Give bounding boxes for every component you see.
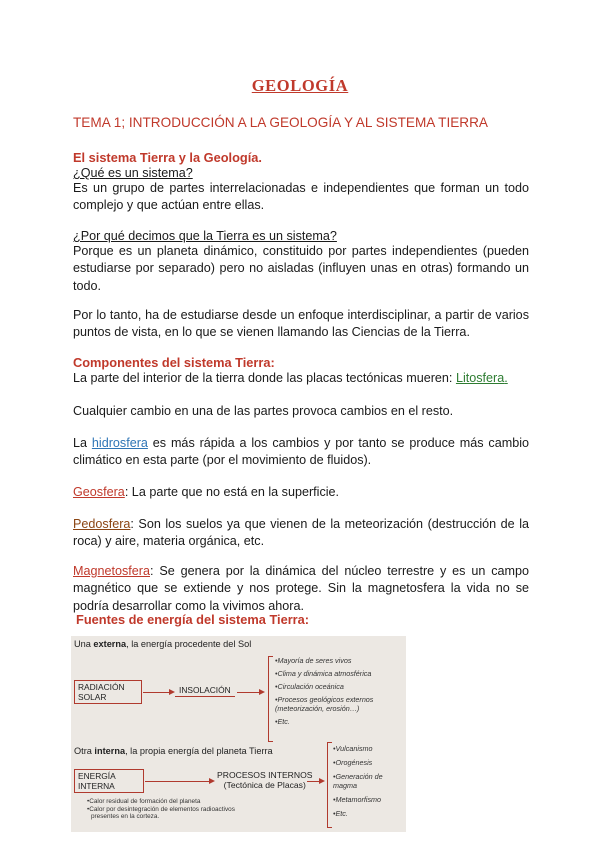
interna-bold: interna (94, 746, 126, 756)
answer-que-es-sistema: Es un grupo de partes interrelacionadas e independientes que forman un todo complejo y que actúan entre ellas. (73, 181, 529, 213)
hidrosfera-text: es más rápida a los cambios y por tanto se produce más cambio climático en esta parte (por el movimiento de fluidos). (73, 436, 530, 468)
ext-item-3: •Circulación oceánica (275, 682, 344, 691)
int-item-3: •Generación de (333, 772, 383, 781)
geosfera-text: : La parte que no está en la superficie. (124, 485, 340, 499)
energy-sources-figure (71, 636, 406, 832)
externa-post: , la energía procedente del Sol (126, 639, 252, 649)
calor-note-1: •Calor residual de formación del planeta (87, 798, 201, 805)
pedosfera-link[interactable]: Pedosfera (73, 517, 131, 531)
radiacion-solar-box (74, 680, 142, 704)
hidrosfera-link[interactable]: hidrosfera (91, 436, 148, 450)
paragraph-por-lo-tanto: Por lo tanto, ha de estudiarse desde un enfoque interdisciplinar, a partir de varios puntos de vista, en lo que se vienen llamando las Ciencias de la Tierra. (73, 308, 529, 340)
paragraph-geosfera (73, 484, 529, 501)
int-item-1: •Vulcanismo (333, 744, 373, 753)
topic-heading: TEMA 1; INTRODUCCIÓN A LA GEOLOGÍA Y AL SISTEMA TIERRA (73, 115, 488, 130)
question-tierra-sistema: ¿Por qué decimos que la Tierra es un sistema? (73, 229, 337, 243)
calor-notes (87, 798, 235, 821)
paragraph-hidrosfera (73, 435, 529, 470)
ext-item-2: •Clima y dinámica atmosférica (275, 669, 372, 678)
external-bracket (268, 656, 273, 742)
figure-externa-caption (74, 639, 251, 649)
pedosfera-text: : Son los suelos ya que vienen de la meteorización (destrucción de la roca) y aire, materia orgánica, etc. (73, 517, 529, 549)
external-effects-list (275, 656, 373, 726)
int-item-2: •Orogénesis (333, 758, 373, 767)
arrow-procesos (307, 781, 319, 782)
radiacion-line2: SOLAR (78, 692, 107, 702)
hidrosfera-pre: La (73, 436, 92, 450)
radiacion-line1: RADIACIÓN (78, 682, 125, 692)
paragraph-magnetosfera (73, 563, 529, 615)
page-title: GEOLOGÍA (251, 76, 349, 95)
paragraph-litosfera (73, 370, 529, 387)
arrow-head-insolacion (259, 689, 265, 695)
paragraph-cambio: Cualquier cambio en una de las partes provoca cambios en el resto. (73, 404, 454, 418)
arrow-insolacion (237, 692, 259, 693)
energia-interna-box (74, 769, 144, 793)
procesos-line1: PROCESOS INTERNOS (217, 770, 313, 780)
ext-item-1: •Mayoría de seres vivos (275, 656, 352, 665)
energia-line1: ENERGÍA (78, 771, 116, 781)
interna-pre: Otra (74, 746, 95, 756)
geosfera-link[interactable]: Geosfera (73, 485, 125, 499)
figure-interna-caption (74, 746, 273, 756)
question-que-es-sistema: ¿Qué es un sistema? (73, 166, 193, 180)
int-item-5: •Metamorfismo (333, 795, 382, 804)
section-heading-sistema: El sistema Tierra y la Geología. (73, 150, 262, 165)
externa-pre: Una (74, 639, 94, 649)
section-heading-fuentes: Fuentes de energía del sistema Tierra: (76, 612, 310, 627)
litosfera-period: . (504, 371, 508, 385)
section-heading-componentes: Componentes del sistema Tierra: (73, 355, 275, 370)
insolacion-label: INSOLACIÓN (179, 685, 231, 695)
procesos-internos-label (217, 770, 313, 790)
interna-post: , la propia energía del planeta Tierra (125, 746, 273, 756)
calor-note-3: presentes en la corteza. (91, 813, 160, 821)
litosfera-link[interactable]: Litosfera (455, 371, 505, 385)
ext-item-6: •Etc. (275, 717, 290, 726)
ext-item-4: •Procesos geológicos externos (275, 695, 374, 704)
arrow-head-procesos (319, 778, 325, 784)
externa-bold: externa (93, 639, 127, 649)
arrow-radiacion (143, 692, 169, 693)
energia-line2: INTERNA (78, 781, 115, 791)
procesos-line2: (Tectónica de Placas) (223, 780, 306, 790)
insolacion-box (175, 684, 235, 697)
magnetosfera-link[interactable]: Magnetosfera (73, 564, 151, 578)
paragraph-pedosfera (73, 516, 529, 551)
ext-item-5: (meteorización, erosión…) (275, 704, 360, 713)
internal-bracket (327, 742, 332, 828)
arrow-energia (145, 781, 209, 782)
calor-note-2: •Calor por desintegración de elementos radioactivos (87, 805, 235, 813)
internal-effects-list (333, 744, 383, 818)
answer-tierra-sistema: Porque es un planeta dinámico, constituido por partes independientes (pueden estudiarse por separado) pero no aisladas (influyen unas en otras) formando un todo. (73, 244, 529, 293)
litosfera-text: La parte del interior de la tierra donde las placas tectónicas mueren: (73, 371, 456, 385)
magnetosfera-text: : Se genera por la dinámica del núcleo terrestre y es un campo magnético que se extiende y nos protege. Sin la magnetosfera la vida no se podría desarrollar como la vivimos ahora. (73, 564, 529, 613)
int-item-6: •Etc. (333, 809, 348, 818)
int-item-4: magma (333, 781, 357, 790)
arrow-head-energia (209, 778, 215, 784)
